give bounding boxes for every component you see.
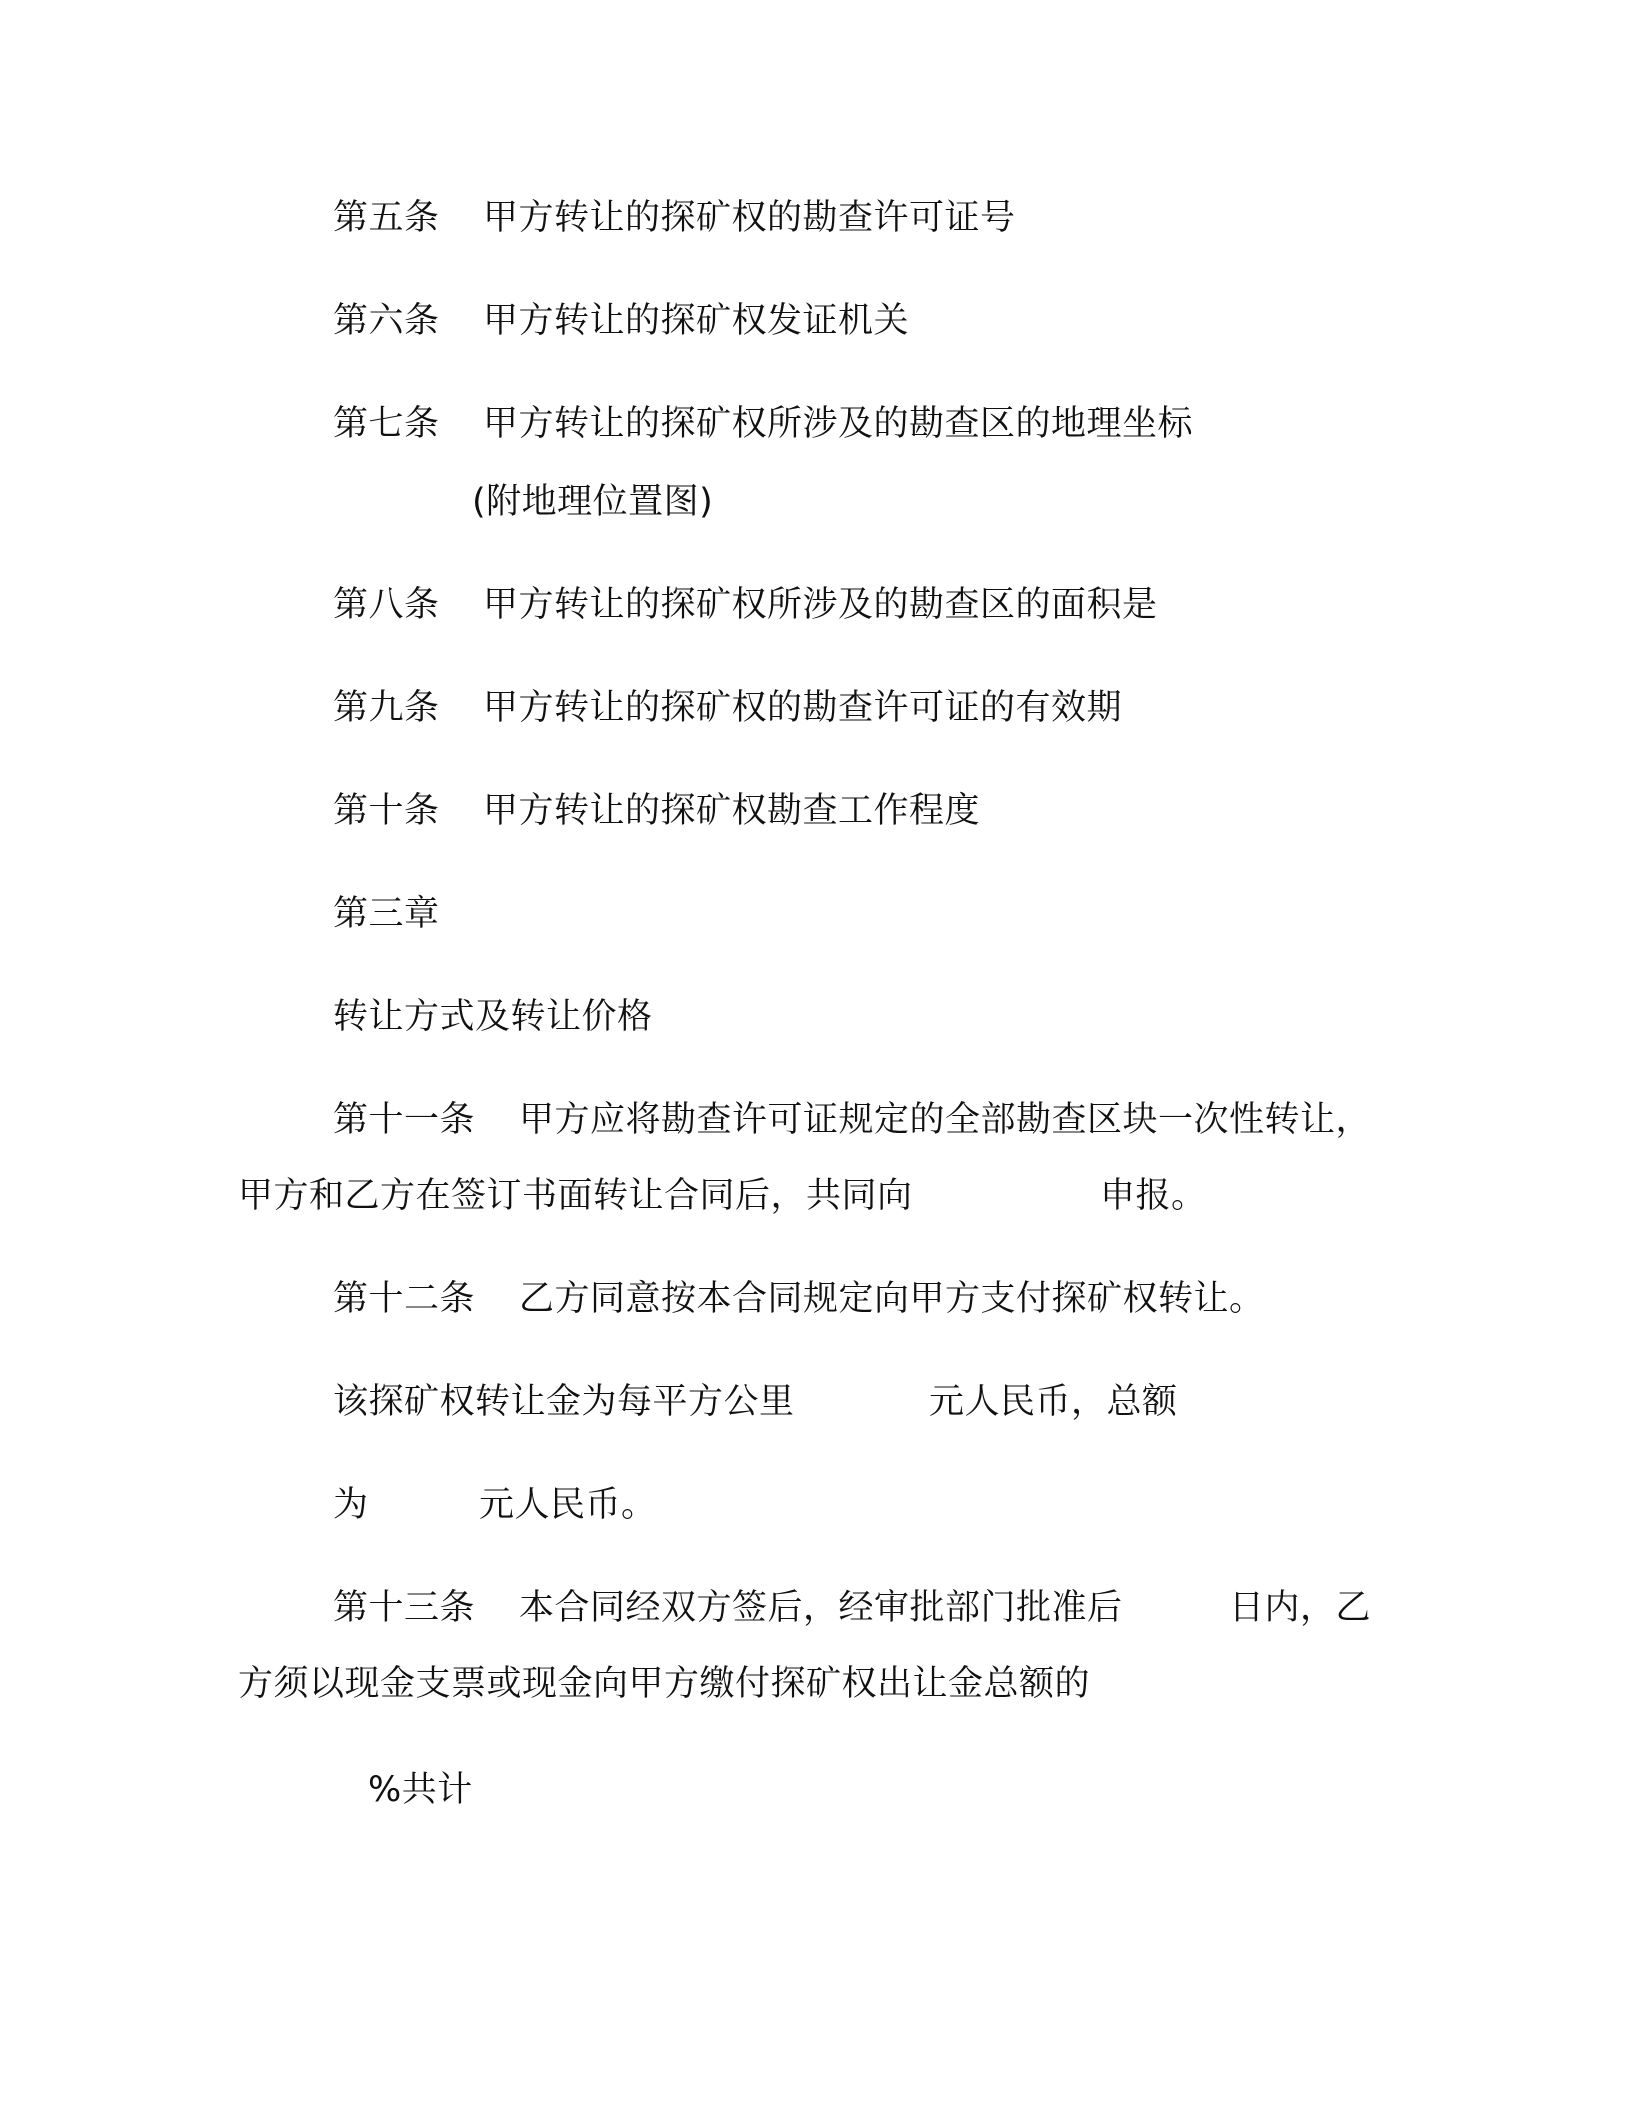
- article-11-text-2a: 甲方和乙方在签订书面转让合同后，共同向: [238, 1176, 913, 1216]
- article-13-text-2: 方须以现金支票或现金向甲方缴付探矿权出让金总额的: [238, 1664, 1091, 1704]
- article-5-text: 甲方转让的探矿权的勘查许可证号: [483, 198, 1016, 238]
- article-5-number: 第五条: [333, 198, 440, 238]
- article-7-text: 甲方转让的探矿权所涉及的勘查区的地理坐标: [483, 404, 1194, 444]
- article-11-text-1: 甲方应将勘查许可证规定的全部勘查区块一次性转让，: [519, 1100, 1372, 1140]
- article-12-text-2a: 该探矿权转让金为每平方公里: [333, 1382, 795, 1422]
- article-9-text: 甲方转让的探矿权的勘查许可证的有效期: [483, 688, 1123, 728]
- article-12-text-1: 乙方同意按本合同规定向甲方支付探矿权转让。: [519, 1279, 1265, 1319]
- article-8-number: 第八条: [333, 585, 440, 625]
- article-12-text-3a: 为: [333, 1485, 369, 1525]
- article-7-note-text: (附地理位置图): [472, 482, 714, 522]
- article-13-text-3: %共计: [368, 1770, 473, 1810]
- article-8-text: 甲方转让的探矿权所涉及的勘查区的面积是: [483, 585, 1158, 625]
- article-11-text-2b: 申报。: [1100, 1176, 1207, 1216]
- article-10-number: 第十条: [333, 791, 440, 831]
- article-12-text-3b: 元人民币。: [479, 1485, 657, 1525]
- article-13-number: 第十三条: [333, 1588, 476, 1628]
- article-12-text-2b: 元人民币，总额: [929, 1382, 1178, 1422]
- article-11-number: 第十一条: [333, 1100, 476, 1140]
- article-13-text-1a: 本合同经双方签后，经审批部门批准后: [519, 1588, 1123, 1628]
- article-7-number: 第七条: [333, 404, 440, 444]
- article-6-number: 第六条: [333, 301, 440, 341]
- chapter-3-title-text: 转让方式及转让价格: [333, 997, 653, 1037]
- article-13-text-1b: 日内，乙: [1229, 1588, 1372, 1628]
- article-6-text: 甲方转让的探矿权发证机关: [483, 301, 910, 341]
- chapter-3-number: 第三章: [333, 894, 440, 934]
- article-9-number: 第九条: [333, 688, 440, 728]
- article-10-text: 甲方转让的探矿权勘查工作程度: [483, 791, 981, 831]
- article-12-number: 第十二条: [333, 1279, 476, 1319]
